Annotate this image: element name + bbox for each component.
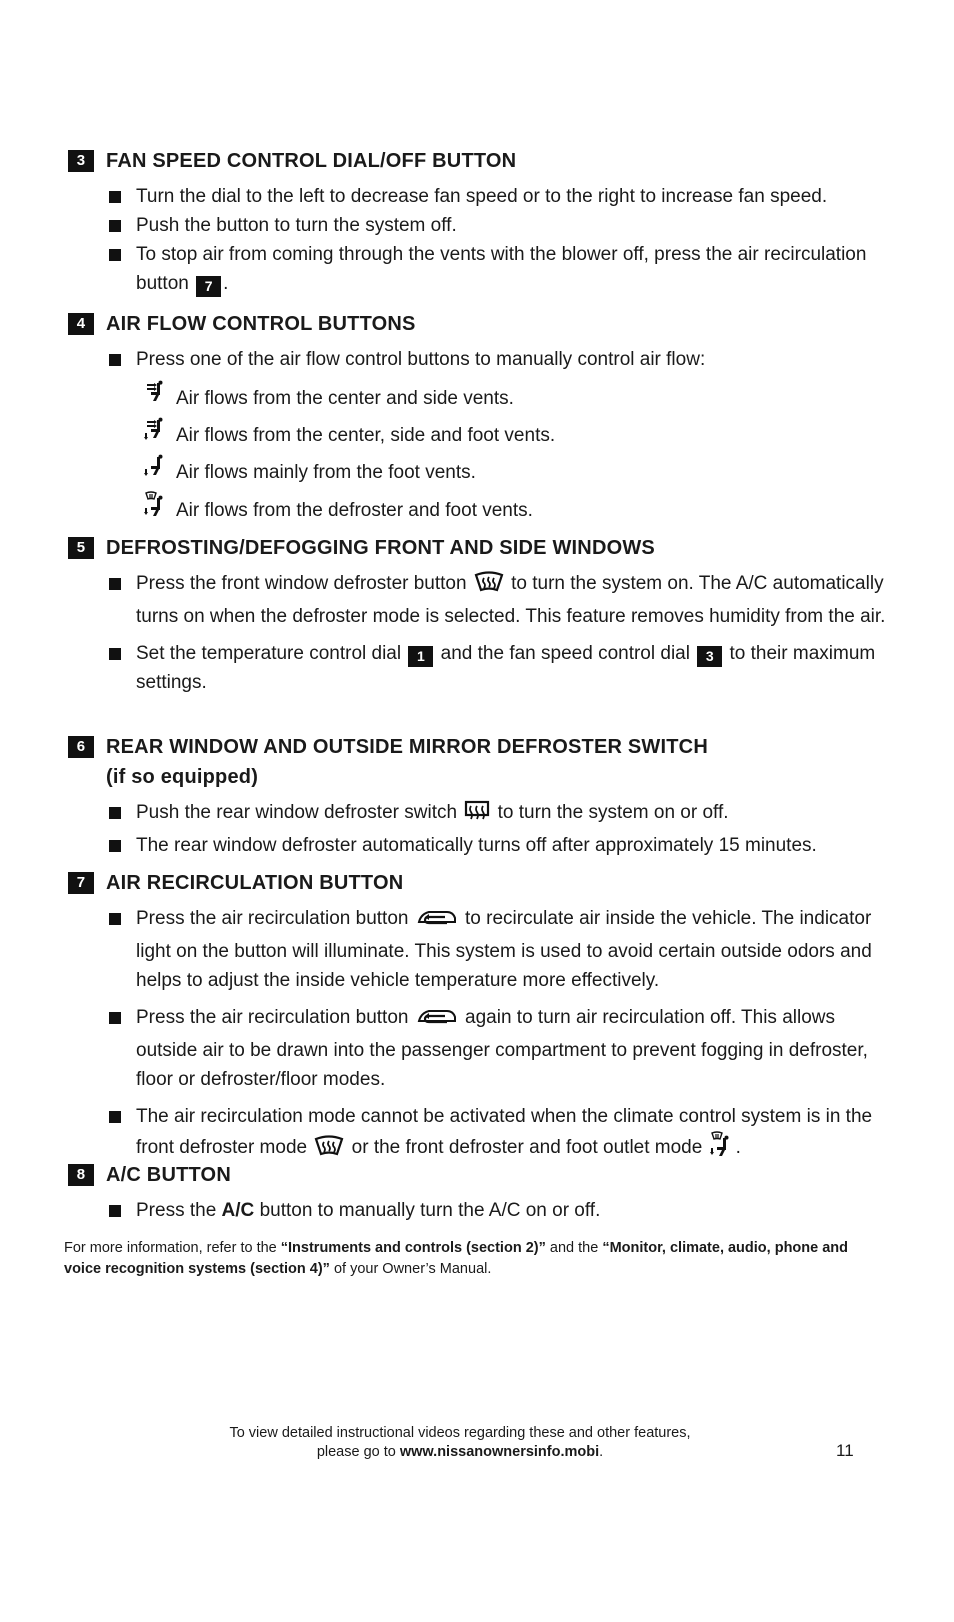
footnote-text: For more information, refer to the	[64, 1240, 277, 1256]
section-heading	[68, 533, 898, 563]
section-number-badge: 4	[68, 313, 94, 335]
bullet-text: to their maximum settings.	[136, 643, 876, 693]
section-title: REAR WINDOW AND OUTSIDE MIRROR DEFROSTER SWITCH	[106, 736, 708, 758]
bullet-text: Push the rear window defroster switch	[136, 802, 458, 823]
bullet-text: The air recirculation mode cannot be activated when the climate control system is in the front defroster mode	[136, 1106, 873, 1158]
section-title: FAN SPEED CONTROL DIAL/OFF BUTTON	[106, 150, 517, 172]
bullet-text: Press the air recirculation button	[136, 1007, 409, 1028]
section-number-badge: 7	[68, 872, 94, 894]
section-number-badge: 6	[68, 736, 94, 758]
bullet-list	[68, 345, 898, 374]
footer-line	[180, 1443, 740, 1462]
section-ac-button	[68, 1160, 898, 1225]
bullet-text: To stop air from coming through the vents with the blower off, press the air recirculation button	[136, 244, 867, 294]
section-air-recirculation	[68, 868, 898, 1166]
list-item	[142, 417, 898, 454]
front-defroster-icon	[474, 571, 504, 602]
section-heading	[68, 146, 898, 176]
vent-foot-icon	[144, 454, 168, 491]
bullet-text: and the fan speed control dial	[440, 643, 690, 664]
bullet-text: to turn the system on. The A/C automatically turns on when the defroster mode is selected. This feature removes humidity from the air.	[136, 573, 886, 627]
bullet-text: button to manually turn the A/C on or off.	[259, 1200, 601, 1221]
list-item	[109, 1003, 898, 1094]
bullet-bold-text: A/C	[221, 1200, 255, 1221]
defrost-foot-icon	[144, 491, 168, 530]
reference-number-badge: 1	[408, 646, 433, 667]
list-item	[109, 904, 898, 995]
reference-footnote	[64, 1238, 864, 1280]
bullet-text: to turn the system on or off.	[497, 802, 729, 823]
bullet-text: .	[223, 273, 229, 294]
list-item	[109, 182, 898, 211]
page-number: 11	[836, 1441, 854, 1460]
list-item	[142, 380, 898, 417]
bullet-text: Press one of the air flow control buttons to manually control air flow:	[136, 349, 706, 370]
bullet-list	[68, 1196, 898, 1225]
list-item	[109, 1102, 898, 1166]
section-defrosting	[68, 533, 898, 697]
section-title: A/C BUTTON	[106, 1164, 231, 1186]
section-heading	[68, 868, 898, 898]
list-item	[109, 569, 898, 631]
list-item	[109, 831, 898, 860]
footer-text: please go to	[316, 1444, 396, 1460]
list-item	[109, 345, 898, 374]
footer-url-link[interactable]: www.nissanownersinfo.mobi	[399, 1444, 600, 1460]
bullet-text: again to turn air recirculation off. This allows outside air to be drawn into the passenger compartment to prevent fogging in defroster, floor or defroster/floor modes.	[136, 1007, 868, 1090]
list-item	[109, 798, 898, 831]
list-item	[109, 639, 898, 697]
section-rear-defroster	[68, 732, 898, 860]
recirculation-icon	[416, 908, 458, 937]
bullet-text: or the front defroster and foot outlet mode	[351, 1137, 703, 1158]
mode-description: Air flows mainly from the foot vents.	[176, 461, 476, 483]
rear-defroster-icon	[464, 800, 490, 831]
bullet-text: Set the temperature control dial	[136, 643, 402, 664]
list-item	[142, 454, 898, 491]
bullet-text: Press the front window defroster button	[136, 573, 467, 594]
bullet-text: Turn the dial to the left to decrease fan speed or to the right to increase fan speed.	[136, 186, 828, 207]
recirculation-icon	[416, 1007, 458, 1036]
list-item	[109, 240, 898, 298]
footnote-text: and the	[549, 1240, 599, 1256]
footer-text: .	[599, 1444, 604, 1460]
bullet-text: The rear window defroster automatically turns off after approximately 15 minutes.	[136, 835, 817, 856]
vent-face-icon	[144, 380, 168, 417]
section-title: AIR FLOW CONTROL BUTTONS	[106, 313, 416, 335]
bullet-text: .	[735, 1137, 741, 1158]
reference-number-badge: 3	[697, 646, 722, 667]
reference-number-badge: 7	[196, 276, 221, 297]
list-item	[109, 1196, 898, 1225]
section-heading	[68, 309, 898, 339]
bullet-text: to recirculate air inside the vehicle. The indicator light on the button will illuminate. This system is used to avoid certain outside odors and helps to adjust the inside vehicle temperature more effectively.	[136, 908, 872, 991]
section-heading	[68, 1160, 898, 1190]
mode-description: Air flows from the defroster and foot vents.	[176, 499, 533, 521]
section-title: DEFROSTING/DEFOGGING FRONT AND SIDE WINDOWS	[106, 537, 655, 559]
bullet-list	[68, 182, 898, 298]
section-title: AIR RECIRCULATION BUTTON	[106, 872, 404, 894]
air-flow-mode-list	[68, 380, 898, 530]
list-item	[109, 211, 898, 240]
footnote-text: of your Owner’s Manual.	[333, 1261, 492, 1277]
bullet-list	[68, 798, 898, 860]
mode-description: Air flows from the center and side vents.	[176, 387, 514, 409]
section-subtitle: (if so equipped)	[106, 766, 259, 788]
bullet-list	[68, 569, 898, 697]
section-number-badge: 5	[68, 537, 94, 559]
bullet-list	[68, 904, 898, 1166]
section-air-flow	[68, 309, 898, 530]
footer-line: To view detailed instructional videos regarding these and other features,	[229, 1425, 691, 1441]
section-number-badge: 3	[68, 150, 94, 172]
section-fan-speed	[68, 146, 898, 298]
bullet-text: Push the button to turn the system off.	[136, 215, 457, 236]
section-heading	[68, 732, 898, 792]
footnote-bold-text: “Monitor, climate, audio, phone and voice recognition systems (section 4)”	[64, 1240, 849, 1277]
section-number-badge: 8	[68, 1164, 94, 1186]
bullet-text: Press the air recirculation button	[136, 908, 409, 929]
footnote-bold-text: “Instruments and controls (section 2)”	[280, 1240, 546, 1256]
vent-bilevel-icon	[144, 417, 168, 454]
page-footer	[180, 1424, 740, 1462]
list-item	[142, 491, 898, 530]
bullet-text: Press the	[136, 1200, 217, 1221]
mode-description: Air flows from the center, side and foot vents.	[176, 424, 556, 446]
